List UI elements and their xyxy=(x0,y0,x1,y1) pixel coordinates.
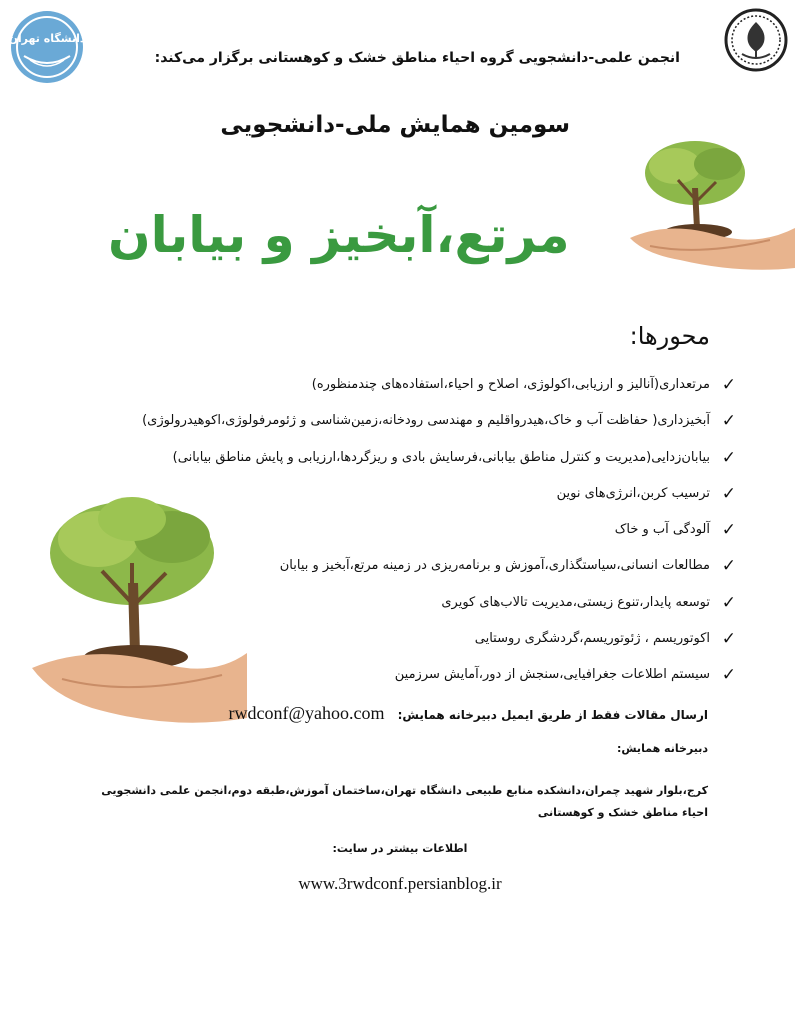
association-seal-icon xyxy=(724,8,788,72)
checkmark-icon: ✓ xyxy=(721,447,736,468)
topic-text: سیستم اطلاعات جغرافیایی،سنجش از دور،آمایش سرزمین xyxy=(394,667,710,683)
secretariat-address: کرج،بلوار شهید چمران،دانشکده منابع طبیعی دانشگاه تهران،ساختمان آموزش،طبقه دوم،انجمن علمی دانشجویی احیاء مناطق خشک و کوهستانی xyxy=(101,784,708,819)
checkmark-icon: ✓ xyxy=(721,665,736,686)
conference-subtitle: سومین همایش ملی-دانشجویی xyxy=(220,112,570,138)
conference-title: مرتع،آبخیز و بیابان xyxy=(108,206,570,264)
university-logo xyxy=(8,8,86,86)
topics-heading: محورها: xyxy=(629,322,710,350)
website-link[interactable]: www.3rwdconf.persianblog.ir xyxy=(298,874,502,893)
secretariat-label: دبیرخانه همایش: xyxy=(616,742,708,755)
topic-text: آلودگی آب و خاک xyxy=(614,522,710,538)
submission-line xyxy=(228,703,708,724)
topic-text: اکوتوریسم ، ژئوتوریسم،گردشگری روستایی xyxy=(474,631,710,647)
submission-email[interactable]: rwdconf@yahoo.com xyxy=(228,703,385,723)
list-item xyxy=(90,372,736,408)
organizer-line: انجمن علمی-دانشجویی گروه احیاء مناطق خشک و کوهستانی برگزار می‌کند: xyxy=(154,50,680,66)
checkmark-icon: ✓ xyxy=(721,520,736,541)
checkmark-icon: ✓ xyxy=(721,592,736,613)
checkmark-icon: ✓ xyxy=(721,629,736,650)
association-logo xyxy=(724,8,788,72)
list-item xyxy=(90,408,736,444)
topic-text: توسعه پایدار،تنوع زیستی،مدیریت تالاب‌های کویری xyxy=(441,594,710,610)
tree-in-hands-image-bottom xyxy=(32,483,247,728)
checkmark-icon: ✓ xyxy=(721,375,736,395)
topic-text: بیابان‌زدایی(مدیریت و کنترل مناطق بیابانی،فرسایش بادی و ریزگردها،ارزیابی و پایش مناطق بیابانی) xyxy=(172,449,710,465)
topic-text: مرتعداری(آنالیز و ارزیابی،اکولوژی، اصلاح و احیاء،استفاده‌های چندمنظوره) xyxy=(311,377,710,392)
checkmark-icon: ✓ xyxy=(721,556,736,577)
list-item xyxy=(90,445,736,481)
tree-in-hands-icon xyxy=(620,128,800,273)
topic-text: ترسیب کربن،انرژی‌های نوین xyxy=(556,485,710,501)
topic-text: مطالعات انسانی،سیاستگذاری،آموزش و برنامه‌ریزی در زمینه مرتع،آبخیز و بیابان xyxy=(279,558,710,574)
more-info-label: اطلاعات بیشتر در سایت: xyxy=(332,842,468,855)
checkmark-icon: ✓ xyxy=(721,411,736,432)
topic-text: آبخیزداری( حفاظت آب و خاک،هیدرواقلیم و مهندسی رودخانه،زمین‌شناسی و ژئومرفولوژی،اکوهیدرولوژی) xyxy=(142,413,710,429)
submission-label: ارسال مقالات فقط از طریق ایمیل دبیرخانه همایش: xyxy=(397,708,708,722)
checkmark-icon: ✓ xyxy=(721,483,736,504)
university-seal-icon xyxy=(8,8,86,86)
tree-in-hands-icon xyxy=(32,483,247,728)
university-logo-text: دانشگاه تهران xyxy=(8,32,86,45)
tree-in-hands-image-top xyxy=(620,128,800,273)
